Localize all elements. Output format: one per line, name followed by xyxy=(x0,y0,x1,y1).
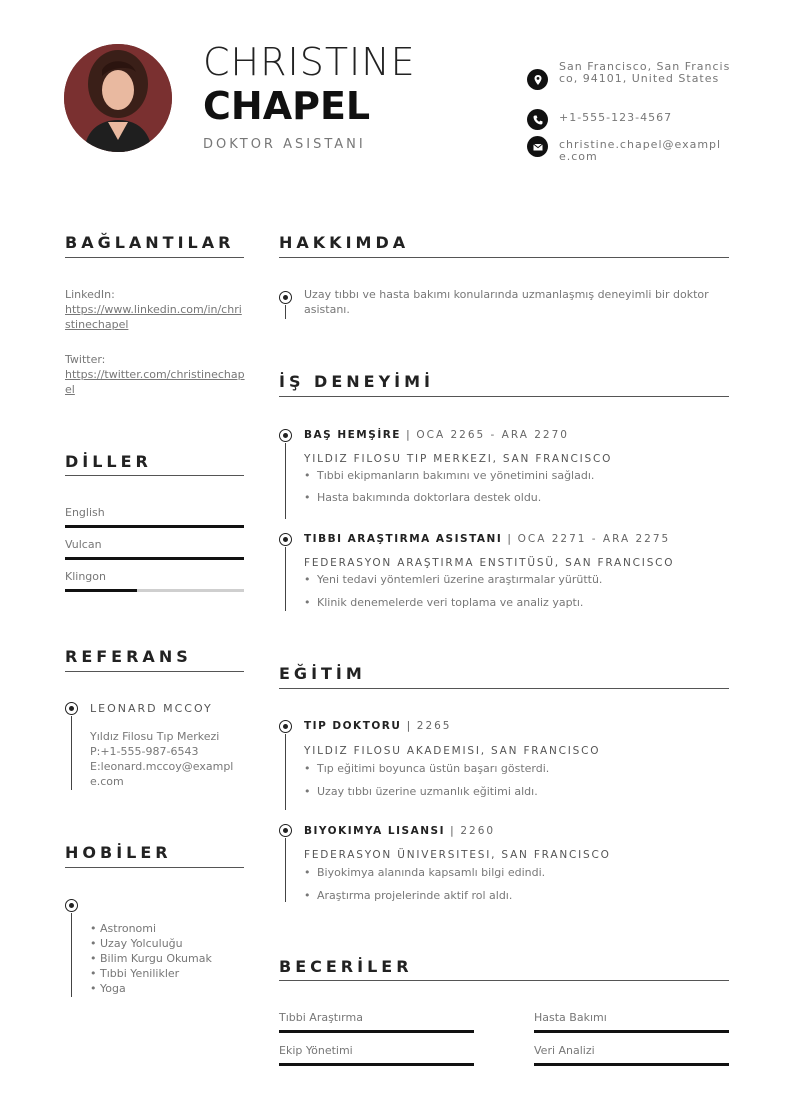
hobby-item: • Tıbbi Yenilikler xyxy=(90,966,212,981)
job-separator: | xyxy=(507,533,513,545)
contact-phone: +1-555-123-4567 xyxy=(559,111,673,124)
job-dates: OCA 2265 - ARA 2270 xyxy=(416,429,569,441)
job-item: • Hasta bakımında doktorlara destek oldu. xyxy=(304,491,541,504)
contact-email[interactable]: christine.chapel@example.com xyxy=(559,138,722,163)
reference-bullet xyxy=(65,702,78,715)
twitter-label: Twitter: xyxy=(65,353,106,366)
linkedin-block xyxy=(65,287,245,332)
education-timeline xyxy=(285,734,286,810)
last-name: CHAPEL xyxy=(203,84,371,128)
education-header xyxy=(304,720,452,732)
education-divider xyxy=(279,688,729,689)
reference-email[interactable]: E:leonard.mccoy@example.com xyxy=(90,760,234,788)
education-title: EĞİTİM xyxy=(279,664,366,683)
job-role: BAŞ HEMŞİRE xyxy=(304,429,401,441)
skills-divider xyxy=(279,980,729,981)
map-pin-icon xyxy=(527,69,548,90)
education-year: 2260 xyxy=(460,825,496,837)
skill-bar xyxy=(279,1030,474,1033)
twitter-block xyxy=(65,352,245,397)
hobbies-list xyxy=(90,921,212,996)
profile-photo xyxy=(64,44,172,152)
job-separator: | xyxy=(406,429,412,441)
language-klingon-level xyxy=(65,589,137,592)
hobby-item: • Yoga xyxy=(90,981,212,996)
education-school: FEDERASYON ÜNIVERSITESI, SAN FRANCISCO xyxy=(304,849,611,861)
job-item: • Yeni tedavi yöntemleri üzerine araştırmalar yürüttü. xyxy=(304,573,602,586)
reference-phone: P:+1-555-987-6543 xyxy=(90,745,199,758)
education-separator: | xyxy=(450,825,456,837)
job-dates: OCA 2271 - ARA 2275 xyxy=(517,533,671,545)
hobbies-title: HOBİLER xyxy=(65,843,172,862)
education-bullet xyxy=(279,824,292,837)
about-text: Uzay tıbbı ve hasta bakımı konularında uzmanlaşmış deneyimli bir doktor asistanı. xyxy=(304,288,709,316)
education-item: • Uzay tıbbı üzerine uzmanlık eğitimi aldı. xyxy=(304,785,538,798)
about-divider xyxy=(279,257,729,258)
skill-bar xyxy=(279,1063,474,1066)
job-timeline xyxy=(285,547,286,611)
language-english-level xyxy=(65,525,244,528)
languages-divider xyxy=(65,475,244,476)
skill-label: Veri Analizi xyxy=(534,1044,595,1057)
job-title: DOKTOR ASISTANI xyxy=(203,137,366,152)
reference-org: Yıldız Filosu Tıp Merkezi xyxy=(90,730,220,743)
job-header xyxy=(304,429,569,441)
linkedin-link[interactable]: https://www.linkedin.com/in/christinechapel xyxy=(65,303,242,331)
education-bullet xyxy=(279,720,292,733)
email-icon xyxy=(527,136,548,157)
job-role: TIBBI ARAŞTIRMA ASISTANI xyxy=(304,533,503,545)
education-degree: TIP DOKTORU xyxy=(304,720,402,732)
education-year: 2265 xyxy=(416,720,452,732)
contact-address: San Francisco, San Francisco, 94101, United States xyxy=(559,60,731,85)
hobbies-divider xyxy=(65,867,244,868)
languages-title: DİLLER xyxy=(65,452,152,471)
skill-label: Hasta Bakımı xyxy=(534,1011,607,1024)
education-school: YILDIZ FILOSU AKADEMISI, SAN FRANCISCO xyxy=(304,745,601,757)
first-name: CHRISTINE xyxy=(203,40,416,84)
education-separator: | xyxy=(406,720,412,732)
experience-divider xyxy=(279,396,729,397)
education-item: • Araştırma projelerinde aktif rol aldı. xyxy=(304,889,512,902)
hobby-item: • Uzay Yolculuğu xyxy=(90,936,212,951)
job-item: • Klinik denemelerde veri toplama ve analiz yaptı. xyxy=(304,596,583,609)
links-divider xyxy=(65,257,244,258)
job-org: FEDERASYON ARAŞTIRMA ENSTITÜSÜ, SAN FRANCISCO xyxy=(304,557,675,569)
reference-name: LEONARD MCCOY xyxy=(90,702,213,715)
job-bullet xyxy=(279,429,292,442)
references-divider xyxy=(65,671,244,672)
skill-bar xyxy=(534,1063,729,1066)
job-timeline xyxy=(285,443,286,519)
phone-icon xyxy=(527,109,548,130)
language-english-bar xyxy=(65,525,244,528)
about-title: HAKKIMDA xyxy=(279,233,410,252)
linkedin-label: LinkedIn: xyxy=(65,288,115,301)
language-vulcan-bar xyxy=(65,557,244,560)
education-degree: BIYOKIMYA LISANSI xyxy=(304,825,445,837)
education-timeline xyxy=(285,838,286,902)
language-english: English xyxy=(65,506,105,519)
education-header xyxy=(304,825,495,837)
twitter-link[interactable]: https://twitter.com/christinechapel xyxy=(65,368,245,396)
job-header xyxy=(304,533,670,545)
job-org: YILDIZ FILOSU TIP MERKEZI, SAN FRANCISCO xyxy=(304,453,613,465)
about-timeline xyxy=(285,305,286,319)
about-bullet xyxy=(279,291,292,304)
language-klingon: Klingon xyxy=(65,570,106,583)
language-klingon-bar xyxy=(65,589,244,592)
reference-details xyxy=(90,729,242,789)
reference-timeline xyxy=(71,716,72,790)
skills-title: BECERİLER xyxy=(279,957,413,976)
experience-title: İŞ DENEYİMİ xyxy=(279,372,434,391)
language-vulcan: Vulcan xyxy=(65,538,102,551)
hobby-item: • Bilim Kurgu Okumak xyxy=(90,951,212,966)
hobby-item: • Astronomi xyxy=(90,921,212,936)
skill-bar xyxy=(534,1030,729,1033)
education-item: • Biyokimya alanında kapsamlı bilgi edindi. xyxy=(304,866,545,879)
education-item: • Tıp eğitimi boyunca üstün başarı gösterdi. xyxy=(304,762,549,775)
references-title: REFERANS xyxy=(65,647,192,666)
skill-label: Tıbbi Araştırma xyxy=(279,1011,363,1024)
job-item: • Tıbbi ekipmanların bakımını ve yönetimini sağladı. xyxy=(304,469,594,482)
hobbies-timeline xyxy=(71,913,72,997)
skill-label: Ekip Yönetimi xyxy=(279,1044,353,1057)
hobbies-bullet xyxy=(65,899,78,912)
job-bullet xyxy=(279,533,292,546)
links-title: BAĞLANTILAR xyxy=(65,233,235,252)
language-vulcan-level xyxy=(65,557,244,560)
